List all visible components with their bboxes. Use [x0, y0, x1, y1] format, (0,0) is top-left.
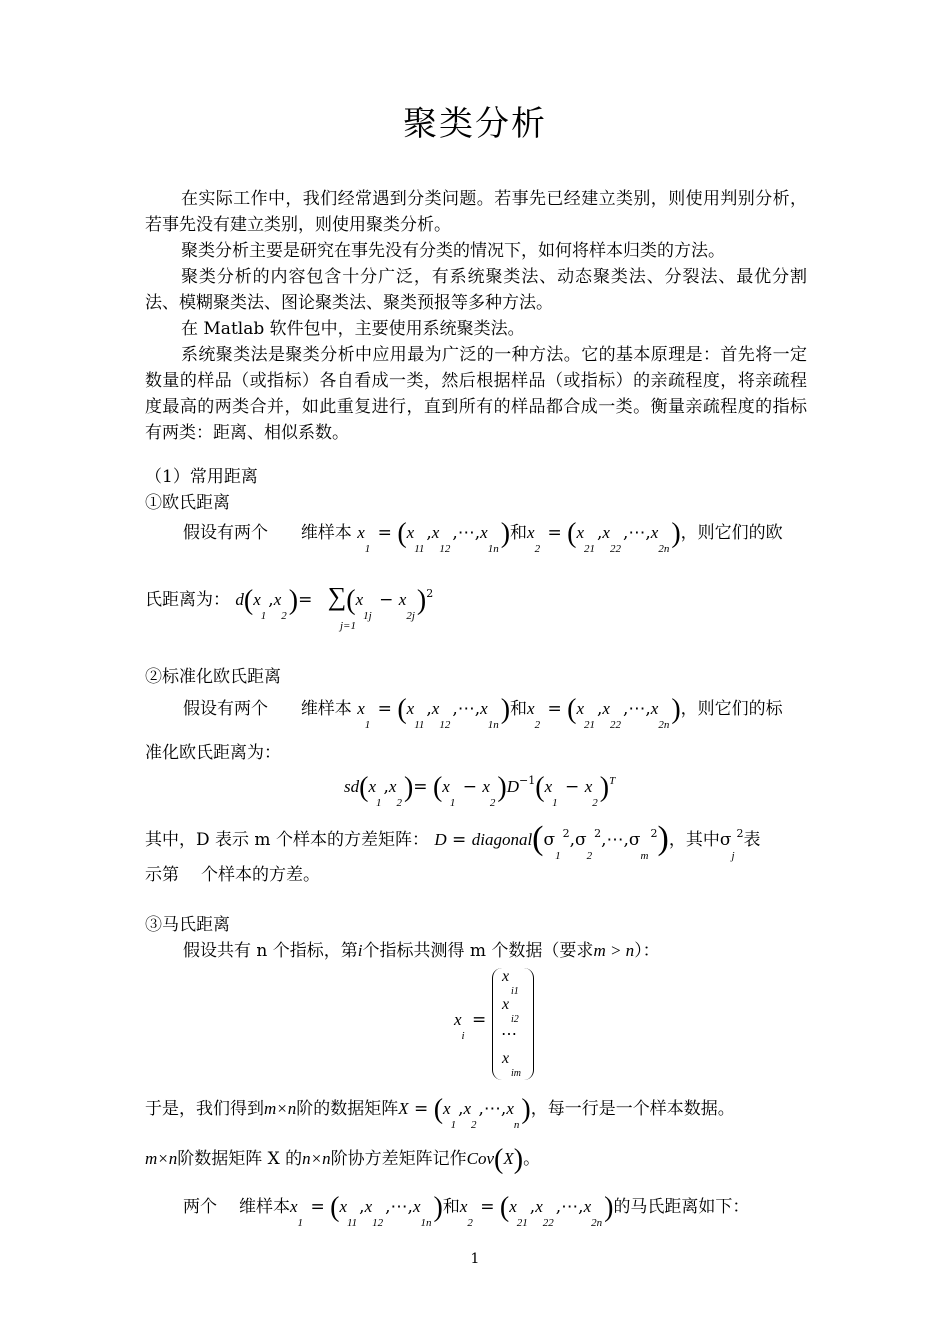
mahal-x1-formula: $x_1$ = $(x_{11},x_{12},\cdots,x_{1n})$: [290, 1192, 443, 1229]
data-matrix-formula: $X = (x_1,x_2,\cdots,x_n)$: [398, 1094, 531, 1131]
mahalanobis-sample-line: [183, 1192, 750, 1229]
mahal-line1a: 假设共有 n 个指标，第: [183, 941, 358, 961]
data-matrix-line: [145, 1094, 735, 1131]
sample-x2-formula: $x_2$ = $(x_{21},x_{22},\cdots,x_{2n})$: [527, 518, 681, 555]
subheading-mahalanobis: ③马氏距离: [145, 915, 230, 935]
mahal-line3a: 阶数据矩阵 X 的: [177, 1149, 303, 1169]
mahal-line1c: ）：: [634, 941, 660, 961]
std-sample-x1-formula: $x_1$ = $(x_{11},x_{12},\cdots,x_{1n})$: [357, 694, 511, 731]
standardized-distance-formula: $sd(x_1,x_2)= (x_1 - x_2)D^{-1}(x_1 - x_2)^T$: [344, 772, 616, 809]
mahal-line4d: 的马氏距离如下：: [613, 1197, 750, 1217]
mahal-line3b: 阶协方差矩阵记作: [330, 1149, 467, 1169]
euclid-conj-text: 和: [510, 523, 528, 543]
diagonal-formula: $D = diagonal(\sigma_1^2,\sigma_2^2,\cdots,\sigma_m^2)$: [434, 820, 669, 862]
euclidean-sample-line: [183, 518, 783, 555]
mahal-line4a: 两个: [183, 1197, 217, 1217]
mahal-line2c: ，每一行是一个样本数据。: [530, 1099, 735, 1119]
where-b-text: ，其中: [668, 830, 720, 850]
variance-matrix-line: [145, 820, 761, 862]
subheading-euclidean: ①欧氏距离: [145, 493, 230, 513]
euclid-tail-text: ，则它们的欧: [680, 523, 783, 543]
subheading-standardized-euclidean: ②标准化欧氏距离: [145, 667, 281, 687]
intro-paragraph-3: 聚类分析的内容包含十分广泛，有系统聚类法、动态聚类法、分裂法、最优分割法、模糊聚类法、图论聚类法、聚类预报等多种方法。: [145, 267, 807, 313]
variance-matrix-line-2: [145, 862, 320, 888]
mahal-line2a: 于是，我们得到: [145, 1099, 264, 1119]
sigma-j-formula: $\sigma_j^2$: [719, 827, 744, 862]
cov-formula: Cov(X): [466, 1144, 524, 1175]
sample-x1-formula: $x_1$ = $(x_{11},x_{12},\cdots,x_{1n})$: [357, 518, 511, 555]
std-sample-x2-formula: $x_2$ = $(x_{21},x_{22},\cdots,x_{2n})$: [527, 694, 681, 731]
mahal-x2-formula: $x_2$ = $(x_{21},x_{22},\cdots,x_{2n})$: [459, 1192, 614, 1229]
n-by-n: n×n: [302, 1149, 331, 1168]
mahal-line4b: 维样本: [239, 1197, 290, 1217]
mahal-line3c: 。: [523, 1149, 541, 1169]
std-tail-text: ，则它们的标: [680, 699, 783, 719]
section-heading-distances: （1）常用距离: [145, 467, 258, 487]
vector-xi-label: $x_i$ =: [454, 1010, 487, 1042]
mahal-line4c: 和: [442, 1197, 460, 1217]
euclid-mid-text: 维样本: [300, 523, 352, 543]
covariance-line: [145, 1146, 540, 1173]
mahal-line2b: 阶的数据矩阵: [296, 1099, 399, 1119]
page-number: 1: [470, 1251, 480, 1267]
std-euclid-line2: 准化欧氏距离为：: [145, 743, 281, 763]
euclidean-distance-formula: $d(x_1,x_2)= \sum(x_{1j} - x_{2j})^2$: [235, 582, 434, 622]
intro-paragraph-2: 聚类分析主要是研究在事先没有分类的情况下，如何将样本归类的方法。: [181, 241, 725, 261]
euclidean-distance-line: [145, 582, 434, 622]
intro-paragraph-4: 在 Matlab 软件包中，主要使用系统聚类法。: [181, 319, 525, 339]
std-mid-text: 维样本: [300, 699, 352, 719]
where-e-text: 个样本的方差。: [201, 865, 320, 885]
condition-formula: m > n: [593, 941, 635, 960]
std-conj-text: 和: [510, 699, 528, 719]
where-a-text: 其中，D 表示 m 个样本的方差矩阵：: [145, 830, 429, 850]
euclid-lead-text: 假设有两个: [183, 523, 268, 543]
mahal-line1b: 个指标共测得 m 个数据（要求: [362, 941, 594, 961]
index-i: i: [357, 941, 363, 960]
sum-lower-limit: j=1: [340, 620, 356, 632]
where-c-text: 表: [743, 830, 761, 850]
where-d-text: 示第: [145, 865, 179, 885]
mahalanobis-intro-line: [183, 938, 660, 964]
std-euclidean-sample-line: [183, 694, 783, 731]
intro-paragraph-1: 在实际工作中，我们经常遇到分类问题。若事先已经建立类别，则使用判别分析，若事先没有建立类别，则使用聚类分析。: [145, 189, 807, 235]
std-lead-text: 假设有两个: [183, 699, 268, 719]
euclid-line2-text: 氏距离为：: [145, 590, 230, 610]
intro-paragraph-5: 系统聚类法是聚类分析中应用最为广泛的一种方法。它的基本原理是：首先将一定数量的样品（或指标）各自看成一类，然后根据样品（或指标）的亲疏程度，将亲疏程度最高的两类合并，如此重复进行，直到所有的样品都合成一类。衡量亲疏程度的指标有两类：距离、相似系数。: [145, 345, 807, 443]
m-by-n: m×n: [264, 1099, 297, 1118]
column-vector-xi: x i1 x i2 ⋯ x im: [492, 968, 534, 1080]
m-by-n-2: m×n: [145, 1149, 178, 1168]
page-title: 聚类分析: [403, 104, 547, 144]
